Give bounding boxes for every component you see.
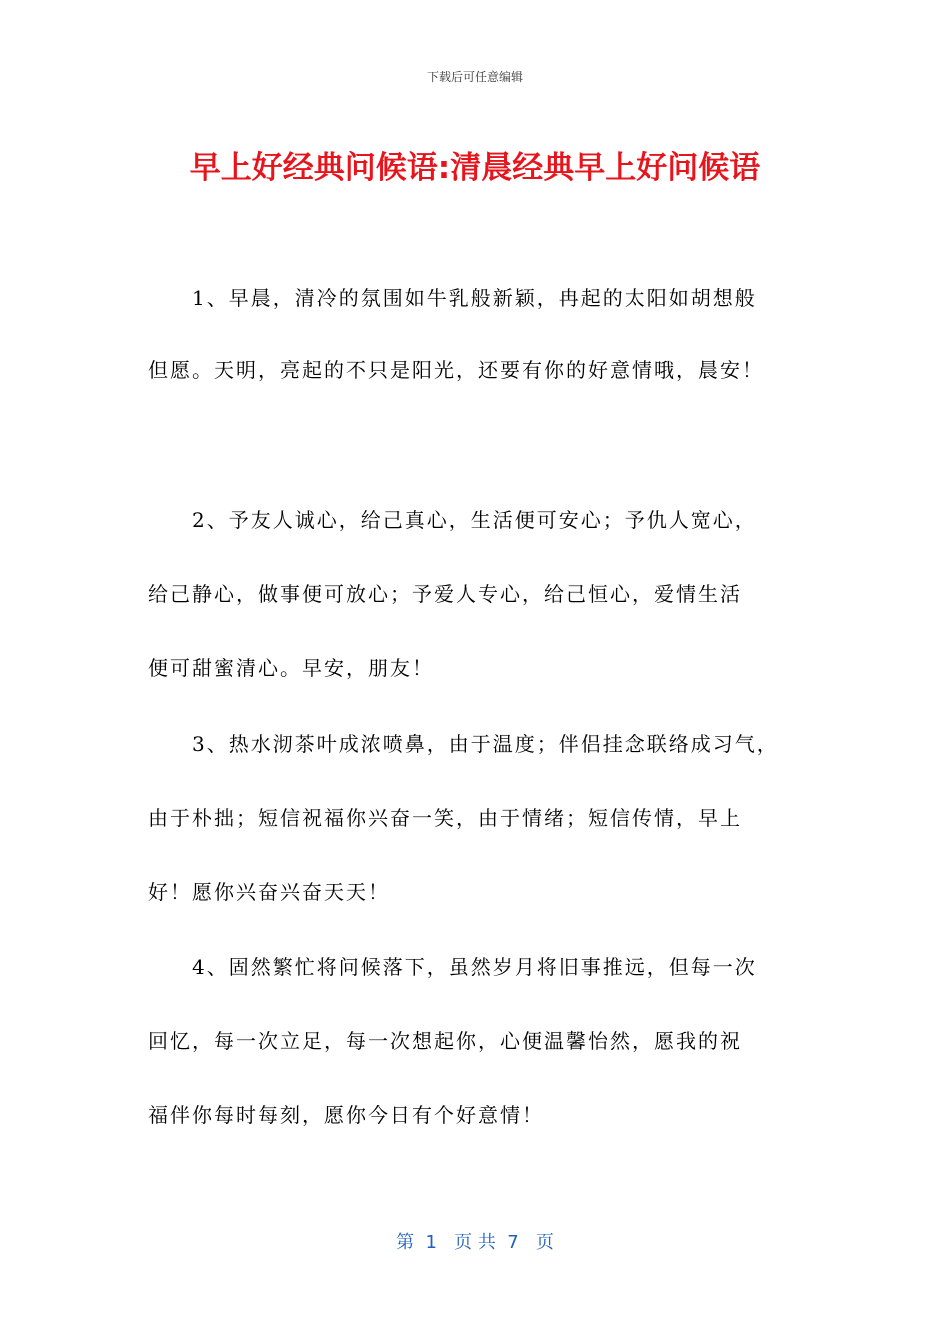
paragraph-3-line-2: 由于朴拙；短信祝福你兴奋一笑，由于情绪；短信传情，早上 (148, 806, 742, 830)
paragraph-4-line-3: 福伴你每时每刻，愿你今日有个好意情！ (148, 1103, 544, 1127)
paragraph-3-line-1: 3、热水沏茶叶成浓喷鼻，由于温度；伴侣挂念联络成习气， (192, 732, 779, 756)
paragraph-4-line-2: 回忆，每一次立足，每一次想起你，心便温馨怡然，愿我的祝 (148, 1029, 742, 1053)
paragraph-1-line-1: 1、早晨，清冷的氛围如牛乳般新颖，冉起的太阳如胡想般 (192, 286, 757, 310)
paragraph-4-line-1: 4、固然繁忙将问候落下，虽然岁月将旧事推远，但每一次 (192, 955, 757, 979)
paragraph-2-line-1: 2、予友人诚心，给己真心，生活便可安心；予仇人宽心， (192, 508, 757, 532)
paragraph-2-line-2: 给己静心，做事便可放心；予爱人专心，给己恒心，爱情生活 (148, 582, 742, 606)
paragraph-1-line-2: 但愿。天明，亮起的不只是阳光，还要有你的好意情哦，晨安！ (148, 358, 764, 382)
paragraph-2-line-3: 便可甜蜜清心。早安，朋友！ (148, 656, 434, 680)
document-title: 早上好经典问候语:清晨经典早上好问候语 (189, 150, 761, 186)
paragraph-3-line-3: 好！愿你兴奋兴奋天天！ (148, 880, 390, 904)
page-number-footer: 第 1 页 共 7 页 (396, 1232, 554, 1253)
header-note: 下载后可任意编辑 (426, 70, 523, 84)
